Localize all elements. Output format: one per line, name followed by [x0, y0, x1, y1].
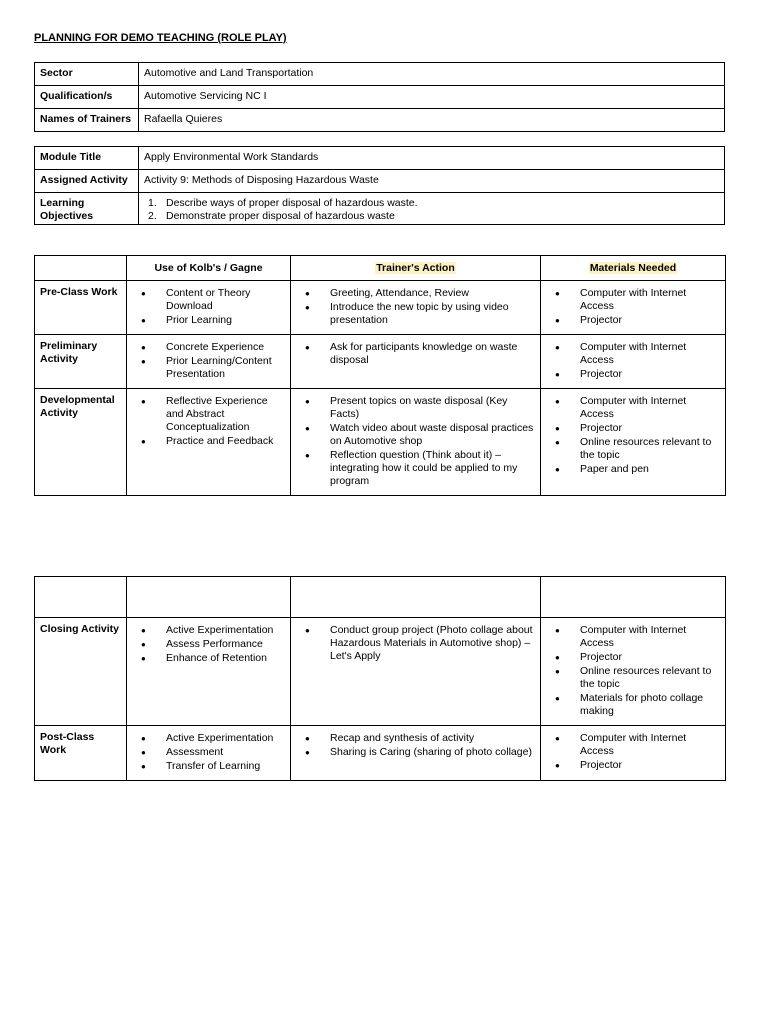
table-row	[35, 63, 725, 86]
blank-cell	[127, 577, 291, 618]
kolb-list	[127, 618, 290, 672]
action-list	[291, 335, 540, 374]
action-cell	[291, 389, 541, 496]
blank-cell	[291, 577, 541, 618]
materials-cell	[541, 335, 726, 389]
action-cell	[291, 335, 541, 389]
list-item: ● Computer with Internet Access	[555, 341, 719, 367]
list-item: ● Materials for photo collage making	[555, 692, 719, 718]
list-item: ● Reflective Experience and Abstract Conceptualization	[141, 395, 284, 434]
list-item: ● Online resources relevant to the topic	[555, 436, 719, 462]
list-item: ● Computer with Internet Access	[555, 395, 719, 421]
list-item: ● Recap and synthesis of activity	[305, 732, 534, 745]
list-item: ● Projector	[555, 759, 719, 772]
blank-cell	[35, 577, 127, 618]
sector-value: Automotive and Land Transportation	[139, 63, 725, 86]
list-item: ● Concrete Experience	[141, 341, 284, 354]
list-item: ● Enhance of Retention	[141, 652, 284, 665]
materials-list	[541, 389, 725, 483]
learning-objectives-label: Learning Objectives	[35, 193, 139, 225]
table-row	[35, 389, 726, 496]
kolb-header: Use of Kolb's / Gagne	[127, 256, 291, 281]
phase-label: Closing Activity	[35, 618, 127, 726]
phase-label: Pre-Class Work	[35, 281, 127, 335]
sector-label: Sector	[35, 63, 139, 86]
list-item: ● Prior Learning	[141, 314, 284, 327]
table-row	[35, 170, 725, 193]
list-item: ● Greeting, Attendance, Review	[305, 287, 534, 300]
blank-header-row	[35, 577, 726, 618]
list-item: ● Assessment	[141, 746, 284, 759]
table-header-row	[35, 256, 726, 281]
action-cell	[291, 618, 541, 726]
kolb-cell	[127, 335, 291, 389]
materials-cell	[541, 389, 726, 496]
blank-cell	[541, 577, 726, 618]
kolb-list	[127, 281, 290, 334]
list-item: ● Active Experimentation	[141, 624, 284, 637]
objective-text: Describe ways of proper disposal of hazardous waste.	[166, 197, 418, 209]
list-item: ● Sharing is Caring (sharing of photo collage)	[305, 746, 534, 759]
materials-header	[541, 256, 726, 281]
trainers-value: Rafaella Quieres	[139, 109, 725, 132]
list-item: ● Projector	[555, 314, 719, 327]
learning-objectives-value	[139, 193, 725, 225]
materials-list	[541, 726, 725, 779]
action-list	[291, 389, 540, 495]
table-row	[35, 109, 725, 132]
module-title-label: Module Title	[35, 147, 139, 170]
assigned-activity-value: Activity 9: Methods of Disposing Hazardous Waste	[139, 170, 725, 193]
list-number: 2.	[148, 210, 157, 222]
qualification-value: Automotive Servicing NC I	[139, 86, 725, 109]
phase-label: Post-Class Work	[35, 726, 127, 781]
list-item: ● Projector	[555, 422, 719, 435]
table-row	[35, 86, 725, 109]
action-cell	[291, 281, 541, 335]
lesson-plan-table	[34, 255, 726, 496]
materials-list	[541, 618, 725, 725]
list-item: ● Computer with Internet Access	[555, 732, 719, 758]
list-item: ● Conduct group project (Photo collage about Hazardous Materials in Automotive shop) – Let's Apply	[305, 624, 534, 663]
module-info-table	[34, 146, 725, 225]
table-row	[35, 147, 725, 170]
list-item: ● Transfer of Learning	[141, 760, 284, 773]
kolb-cell	[127, 389, 291, 496]
table-row	[35, 281, 726, 335]
table-row	[35, 335, 726, 389]
list-item: ● Ask for participants knowledge on waste disposal	[305, 341, 534, 367]
qualification-label: Qualification/s	[35, 86, 139, 109]
materials-list	[541, 281, 725, 334]
objectives-list	[144, 197, 719, 223]
list-item: ● Active Experimentation	[141, 732, 284, 745]
list-item: ● Present topics on waste disposal (Key Facts)	[305, 395, 534, 421]
materials-cell	[541, 281, 726, 335]
list-item: ● Content or Theory Download	[141, 287, 284, 313]
list-item: ● Reflection question (Think about it) – integrating how it could be applied to my program	[305, 449, 534, 488]
trainer-info-table	[34, 62, 725, 132]
module-title-value: Apply Environmental Work Standards	[139, 147, 725, 170]
action-list	[291, 618, 540, 670]
action-list	[291, 281, 540, 334]
trainer-action-header	[291, 256, 541, 281]
action-list	[291, 726, 540, 766]
list-item: ● Paper and pen	[555, 463, 719, 476]
kolb-list	[127, 389, 290, 455]
list-item: ● Introduce the new topic by using video presentation	[305, 301, 534, 327]
kolb-cell	[127, 281, 291, 335]
kolb-cell	[127, 618, 291, 726]
list-item: ● Practice and Feedback	[141, 435, 284, 448]
list-item: ● Computer with Internet Access	[555, 287, 719, 313]
list-item: ● Online resources relevant to the topic	[555, 665, 719, 691]
phase-label: Developmental Activity	[35, 389, 127, 496]
table-row	[35, 726, 726, 781]
page-title: PLANNING FOR DEMO TEACHING (ROLE PLAY)	[34, 32, 287, 44]
materials-cell	[541, 726, 726, 781]
lesson-plan-body-continued	[35, 618, 726, 781]
list-item	[144, 210, 719, 223]
list-item: ● Projector	[555, 368, 719, 381]
list-item: ● Assess Performance	[141, 638, 284, 651]
phase-label: Preliminary Activity	[35, 335, 127, 389]
materials-cell	[541, 618, 726, 726]
materials-list	[541, 335, 725, 388]
list-item: ● Prior Learning/Content Presentation	[141, 355, 284, 381]
lesson-plan-body	[35, 281, 726, 496]
list-item: ● Watch video about waste disposal practices on Automotive shop	[305, 422, 534, 448]
kolb-cell	[127, 726, 291, 781]
table-row	[35, 618, 726, 726]
kolb-list	[127, 726, 290, 780]
list-item	[144, 197, 719, 210]
assigned-activity-label: Assigned Activity	[35, 170, 139, 193]
materials-header-text: Materials Needed	[589, 261, 677, 274]
lesson-plan-table-continued	[34, 576, 726, 781]
action-cell	[291, 726, 541, 781]
trainers-label: Names of Trainers	[35, 109, 139, 132]
list-number: 1.	[148, 197, 157, 209]
table-row	[35, 193, 725, 225]
objective-text: Demonstrate proper disposal of hazardous waste	[166, 210, 395, 222]
trainer-action-header-text: Trainer's Action	[376, 261, 455, 274]
kolb-list	[127, 335, 290, 388]
empty-header	[35, 256, 127, 281]
list-item: ● Projector	[555, 651, 719, 664]
list-item: ● Computer with Internet Access	[555, 624, 719, 650]
